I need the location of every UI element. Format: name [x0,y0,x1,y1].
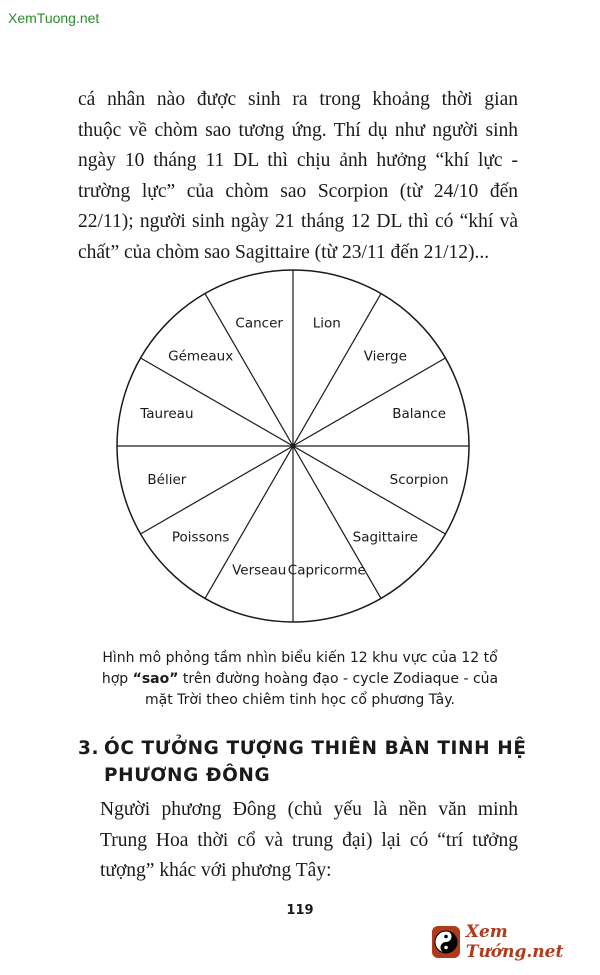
caption-text: hợp [101,671,133,687]
zodiac-sign-label: Sagittaire [352,529,418,546]
figure-caption [70,648,530,711]
caption-line [70,669,530,690]
zodiac-sign-label: Verseau [232,562,287,579]
yin-yang-icon [432,926,460,958]
section-title-line: PHƯƠNG ĐÔNG [104,765,271,786]
zodiac-sign-label: Balance [392,405,447,422]
page-number: 119 [286,903,314,918]
zodiac-sign-label: Taureau [140,405,194,422]
section-title-line: ÓC TƯỞNG TƯỢNG THIÊN BÀN TINH HỆ [104,738,527,759]
zodiac-sign-label: Gémeaux [168,348,234,365]
paragraph-east [78,795,518,887]
text-line: trường lực” của chòm sao Scorpion (từ 24/10 đến [78,180,518,202]
text-line: Trung Hoa thời cổ và trung đại) lại có “trí tưởng [100,829,518,851]
caption-line: Hình mô phỏng tầm nhìn biểu kiến 12 khu vực của 12 tổ [102,650,498,666]
zodiac-sign-label: Bélier [147,472,187,489]
text-line: thuộc về chòm sao tương ứng. Thí dụ như người sinh [78,119,518,141]
zodiac-sign-label: Capricorme [287,562,366,579]
text-line: tượng” khác với phương Tây: [100,860,332,881]
text-line: 22/11); người sinh ngày 21 tháng 12 DL thì có “khí và [78,211,518,232]
caption-text: trên đường hoàng đạo - cycle Zodiaque - của [178,671,499,687]
logo-text: Xem Tướng.net [465,922,564,962]
text-line: ngày 10 tháng 11 DL thì chịu ảnh hưởng “khí lực - [78,150,518,171]
caption-line: mặt Trời theo chiêm tinh học cổ phương Tây. [145,692,455,708]
zodiac-sign-label: Lion [312,315,341,332]
zodiac-sign-label: Scorpion [389,472,449,489]
section-number: 3. [78,738,100,759]
text-line: chất” của chòm sao Sagittaire (từ 23/11 đến 21/12)... [78,241,490,263]
caption-emphasis: “sao” [132,671,179,687]
text-line: Người phương Đông (chủ yếu là nền văn minh [100,799,518,820]
watermark-top: XemTuong.net [8,10,100,26]
zodiac-sign-label: Cancer [235,315,283,332]
site-logo [432,922,592,962]
section-heading [78,735,528,789]
zodiac-sign-label: Poissons [171,529,230,546]
zodiac-sign-label: Vierge [363,348,407,365]
text-line: cá nhân nào được sinh ra trong khoảng thời gian [78,89,518,110]
